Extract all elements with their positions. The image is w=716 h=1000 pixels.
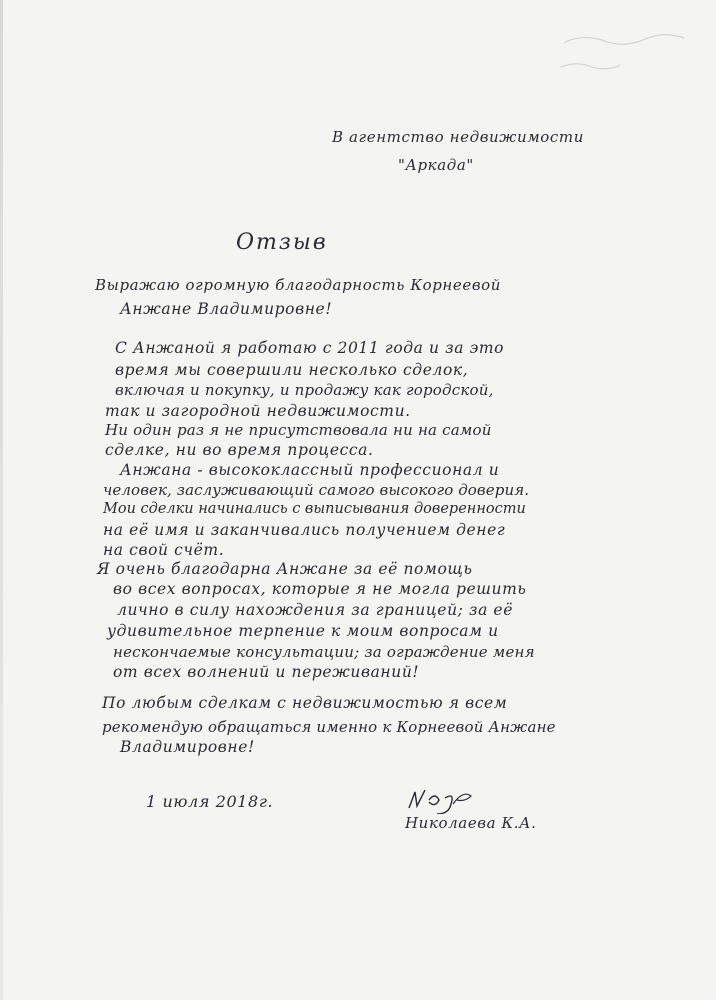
body-line: сделке, ни во время процесса. [105, 441, 374, 459]
body-line: Владимировне! [120, 738, 255, 756]
body-line: лично в силу нахождения за границей; за её [117, 601, 513, 619]
body-line: время мы совершили несколько сделок, [115, 361, 469, 379]
letter-date: 1 июля 2018г. [146, 792, 274, 811]
body-line: нескончаемые консультации; за ограждение меня [113, 643, 535, 661]
body-line: включая и покупку, и продажу как городской, [115, 381, 494, 399]
body-line: По любым сделкам с недвижимостью я всем [102, 694, 508, 712]
handwritten-signature [405, 786, 483, 814]
body-line: на её имя и заканчивались получением денег [103, 521, 506, 539]
body-line: во всех вопросах, которые я не могла решить [113, 580, 527, 598]
body-line: от всех волнений и переживаний! [113, 663, 420, 681]
body-line: Ни один раз я не присутствовала ни на самой [105, 421, 492, 439]
document-title: Отзыв [236, 230, 328, 255]
body-line: Анжана - высококлассный профессионал и [120, 461, 500, 479]
body-line: рекомендую обращаться именно к Корнеевой Анжане [102, 718, 556, 736]
body-line: Мои сделки начинались с выписывания доверенности [103, 501, 526, 517]
body-line: человек, заслуживающий самого высокого доверия. [103, 481, 530, 499]
body-line: Я очень благодарна Анжане за её помощь [97, 560, 473, 578]
body-line: так и загородной недвижимости. [105, 402, 411, 420]
recipient-line-2: "Аркада" [398, 156, 474, 174]
signatory-name: Николаева К.А. [405, 814, 537, 832]
body-line: Выражаю огромную благодарность Корнеевой [95, 276, 502, 294]
body-line: на свой счёт. [103, 541, 225, 559]
recipient-line-1: В агентство недвижимости [332, 128, 584, 146]
body-line: Анжане Владимировне! [120, 300, 333, 318]
body-line: удивительное терпение к моим вопросам и [107, 622, 499, 640]
body-line: С Анжаной я работаю с 2011 года и за это [115, 339, 505, 357]
scan-edge [0, 0, 3, 1000]
show-through-marks [559, 18, 702, 103]
